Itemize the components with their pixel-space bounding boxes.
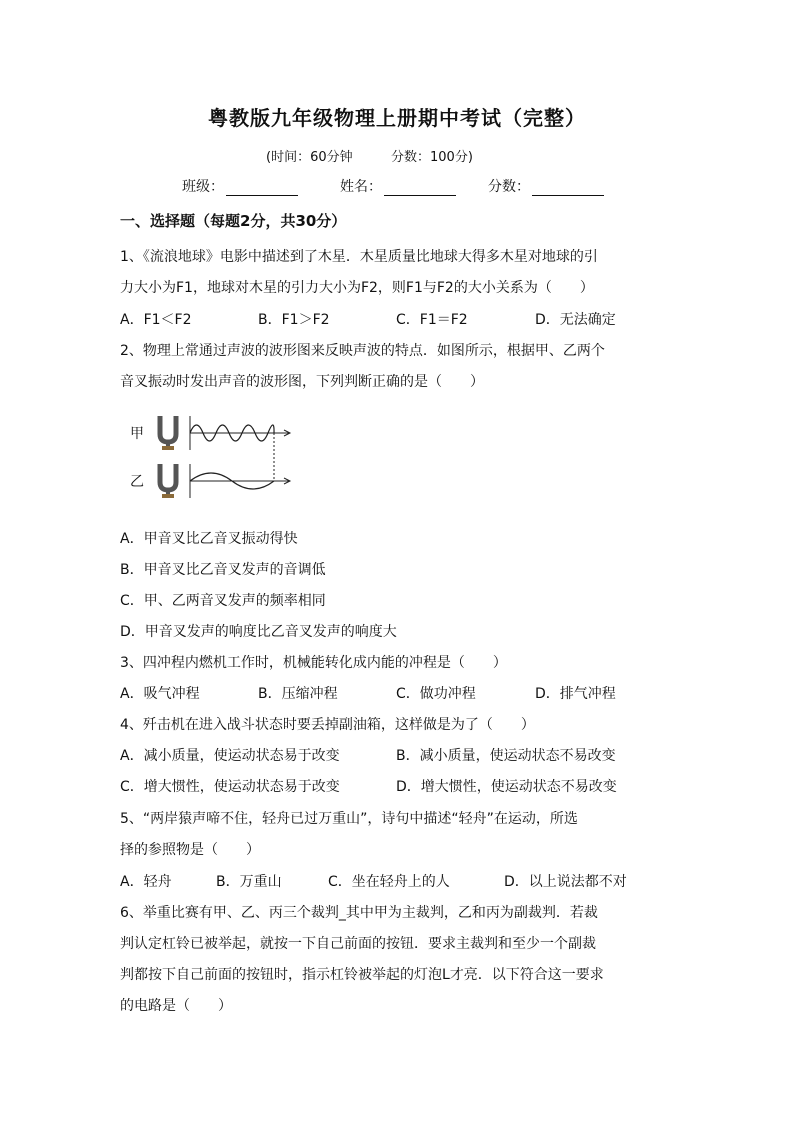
q3-option-d: D．排气冲程 [535,686,616,702]
q1-option-b: B．F1＞F2 [258,312,330,328]
q2-option-c: C．甲、乙两音叉发声的频率相同 [120,593,326,609]
name-field [340,176,456,196]
score-field [488,176,604,196]
page-title: 粤教版九年级物理上册期中考试（完整） [208,106,586,130]
q1-option-c: C．F1＝F2 [396,312,468,328]
q3-option-a: A．吸气冲程 [120,686,200,702]
q1-option-a: A．F1＜F2 [120,312,192,328]
q6-text-1: 6、举重比赛有甲、乙、丙三个裁判_其中甲为主裁判，乙和丙为副裁判．若裁 [120,905,598,921]
q5-option-a: A．轻舟 [120,874,172,890]
q2-text-1: 2、物理上常通过声波的波形图来反映声波的特点．如图所示，根据甲、乙两个 [120,343,605,359]
q1-text-2: 力大小为F1，地球对木星的引力大小为F2，则F1与F2的大小关系为（ ） [120,280,594,296]
q3-text-1: 3、四冲程内燃机工作时，机械能转化成内能的冲程是（ ） [120,655,507,671]
q3-option-c: C．做功冲程 [396,686,476,702]
q6-text-3: 判都按下自己前面的按钮时，指示杠铃被举起的灯泡L才亮．以下符合这一要求 [120,967,604,983]
score-label: 分数： [488,179,530,195]
q5-text-1: 5、“两岸猿声啼不住，轻舟已过万重山”，诗句中描述“轻舟”在运动，所选 [120,811,578,827]
name-label: 姓名： [340,179,382,195]
q2-text-2: 音叉振动时发出声音的波形图，下列判断正确的是（ ） [120,374,484,390]
q4-option-d: D．增大惯性，使运动状态不易改变 [396,779,617,795]
class-blank [226,181,298,196]
q5-option-c: C．坐在轻舟上的人 [328,874,450,890]
q6-text-2: 判认定杠铃已被举起，就按一下自己前面的按钮．要求主裁判和至少一个副裁 [120,936,596,952]
fig-label-jia: 甲 [130,426,144,442]
exam-time: (时间：60分钟 [266,150,353,165]
name-blank [384,181,456,196]
q5-option-b: B．万重山 [216,874,282,890]
q2-option-d: D．甲音叉发声的响度比乙音叉发声的响度大 [120,624,397,640]
q5-option-d: D．以上说法都不对 [504,874,627,890]
tuning-fork-icon [160,416,176,450]
class-field [182,176,298,196]
fig-label-yi: 乙 [130,474,144,490]
q3-option-b: B．压缩冲程 [258,686,338,702]
tuning-fork-waveform-figure [150,410,300,502]
q2-option-a: A．甲音叉比乙音叉振动得快 [120,531,298,547]
class-label: 班级： [182,179,224,195]
tuning-fork-icon [160,464,176,498]
score-blank [532,181,604,196]
q1-text-1: 1、《流浪地球》电影中描述到了木星．木星质量比地球大得多木星对地球的引 [120,249,598,265]
exam-score: 分数：100分) [391,150,473,165]
q6-text-4: 的电路是（ ） [120,998,232,1014]
q1-option-d: D．无法确定 [535,312,616,328]
q4-option-b: B．减小质量，使运动状态不易改变 [396,748,616,764]
q5-text-2: 择的参照物是（ ） [120,842,260,858]
q4-text-1: 4、歼击机在进入战斗状态时要丢掉副油箱，这样做是为了（ ） [120,717,535,733]
q4-option-a: A．减小质量，使运动状态易于改变 [120,748,340,764]
section-heading: 一、选择题（每题2分，共30分） [120,212,347,230]
q2-option-b: B．甲音叉比乙音叉发声的音调低 [120,562,326,578]
q4-option-c: C．增大惯性，使运动状态易于改变 [120,779,340,795]
